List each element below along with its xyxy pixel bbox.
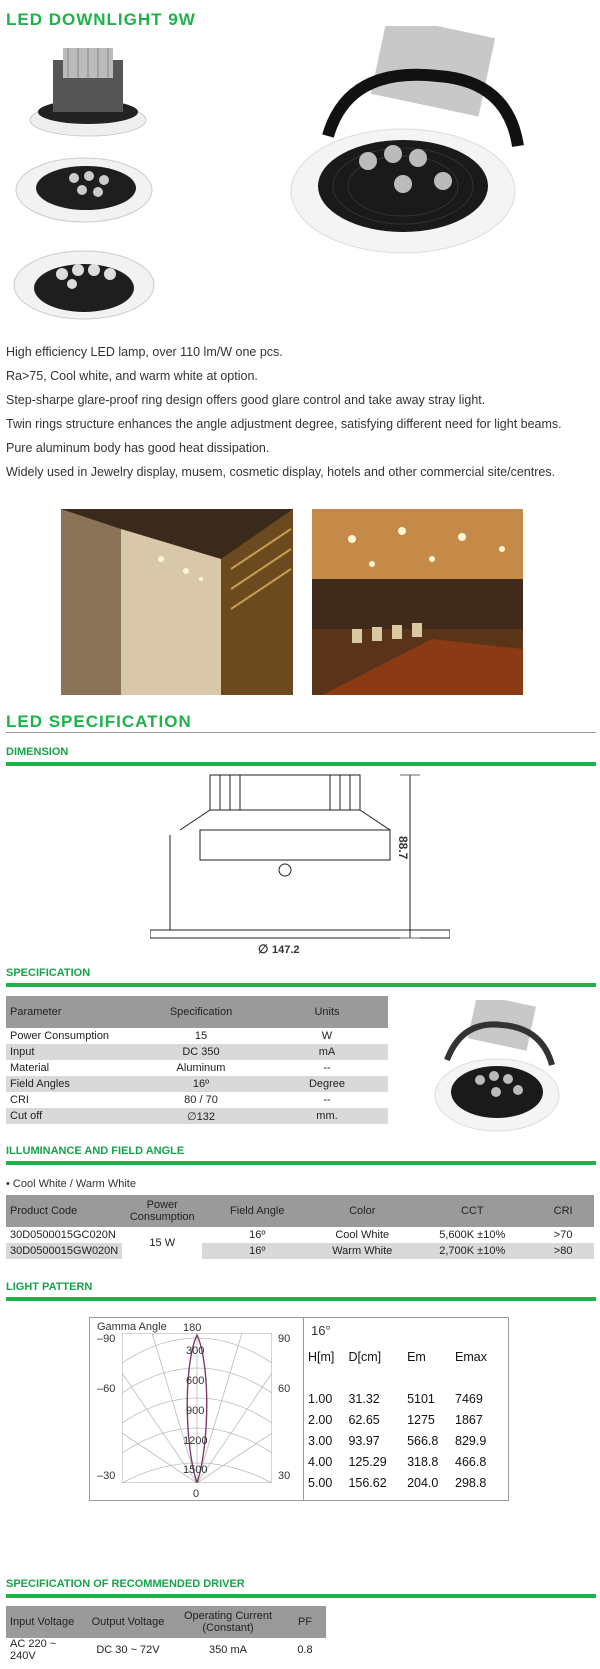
radial-label: 900 [186,1405,205,1417]
lp-cell: 5.00 [308,1475,333,1490]
ill-header-product-code: Product Code [6,1195,122,1227]
table-row [6,1044,388,1060]
angle-label-ml: –60 [97,1383,116,1395]
ill-cell: 2,700K ±10% [412,1243,532,1259]
feature-line: Pure aluminum body has good heat dissipation. [6,441,270,455]
spec-cell: -- [323,1062,331,1074]
light-pattern-divider [303,1317,304,1501]
ill-cell: 30D0500015GC020N [10,1229,116,1241]
table-row [6,1243,594,1259]
spec-cell: Material [10,1062,50,1074]
angle-label-tl: –90 [97,1333,116,1345]
green-divider [6,983,596,987]
lp-cell: 5101 [407,1391,435,1406]
driver-cell: AC 220 ~ 240V [10,1638,57,1662]
ill-cell: >80 [532,1243,594,1259]
lp-cell: 156.62 [348,1475,387,1490]
lp-cell: 93.97 [348,1433,380,1448]
ill-header-cri: CRI [532,1195,594,1227]
subsection-title-light-pattern: LIGHT PATTERN [6,1281,93,1293]
dimension-drawing [150,770,450,970]
ill-cell: 30D0500015GW020N [6,1243,122,1259]
lp-cell: 1.00 [308,1391,333,1406]
product-image-top [28,40,148,140]
spec-cell: 16º [136,1076,266,1092]
subsection-title-illuminance: ILLUMINANCE AND FIELD ANGLE [6,1145,185,1157]
table-row [308,1451,504,1472]
lp-header: H[m] [308,1350,335,1364]
radial-label: 1200 [183,1435,208,1447]
dimension-diameter: 147.2 [272,944,300,956]
feature-line: Ra>75, Cool white, and warm white at option. [6,369,258,383]
lp-header: D[cm] [348,1350,382,1364]
driver-header-pf: PF [284,1606,326,1638]
specification-table [6,996,388,1124]
spec-header-specification: Specification [136,996,266,1028]
ill-cell: 5,600K ±10% [439,1229,506,1241]
table-row [6,1092,388,1108]
lp-cell: 829.9 [455,1433,487,1448]
light-pattern-table [308,1350,504,1493]
angle-label-top: 180 [183,1322,202,1334]
dimension-height: 88.7 [396,836,410,860]
ill-cell: 16º [202,1243,312,1259]
application-photo-conference [312,509,523,695]
radial-label: 600 [186,1375,205,1387]
feature-description [6,340,594,484]
feature-line: Twin rings structure enhances the angle adjustment degree, satisfying different need for light beams. [6,417,562,431]
table-row [6,1638,326,1662]
subsection-title-driver: SPECIFICATION OF RECOMMENDED DRIVER [6,1578,245,1590]
spec-cell: mm. [266,1108,388,1124]
product-image-large [288,26,528,256]
lp-cell: 1867 [455,1412,483,1427]
spec-cell: 15 [194,1030,208,1042]
spec-header-parameter: Parameter [6,996,136,1028]
driver-cell: DC 30 ~ 72V [96,1644,160,1656]
driver-cell: 350 mA [209,1644,247,1656]
spec-cell: mA [266,1044,388,1060]
radial-label: 300 [186,1345,205,1357]
subsection-title-dimension: DIMENSION [6,746,69,758]
angle-label-tr: 90 [278,1333,291,1345]
spec-cell: Power Consumption [10,1030,110,1042]
page-title: LED DOWNLIGHT 9W [6,10,196,29]
section-title-led-specification: LED SPECIFICATION [6,712,192,731]
lp-cell: 566.8 [407,1433,439,1448]
lp-cell: 1275 [407,1412,435,1427]
product-image-spec [432,1000,562,1135]
lp-header: Em [407,1350,426,1364]
table-row [6,1060,388,1076]
spec-header-units: Units [266,996,388,1028]
spec-cell: Degree [266,1076,388,1092]
lp-cell: 204.0 [407,1475,439,1490]
ill-header-color: Color [312,1195,412,1227]
ill-cell-power: 15 W [122,1227,202,1259]
color-option-bullet: • Cool White / Warm White [6,1178,136,1190]
table-row [6,1076,388,1092]
feature-line: Widely used in Jewelry display, musem, cosmetic display, hotels and other commercial site/centres. [6,465,556,479]
lp-cell: 62.65 [348,1412,380,1427]
spec-cell: 80 / 70 [184,1094,218,1106]
green-divider [6,1297,596,1301]
diameter-symbol: ∅ [258,942,269,956]
product-image-middle [14,150,154,230]
product-image-bottom [12,248,157,323]
ill-header-power: Power Consumption [122,1195,202,1227]
spec-cell: CRI [10,1094,29,1106]
ill-cell: 16º [249,1229,266,1241]
lp-cell: 2.00 [308,1412,333,1427]
lp-cell: 466.8 [455,1454,487,1469]
divider [6,732,596,733]
ill-header-field-angle: Field Angle [202,1195,312,1227]
beam-angle: 16° [311,1323,331,1338]
angle-label-bl: –30 [97,1470,116,1482]
table-row [6,1108,388,1124]
lp-header: Emax [455,1350,487,1364]
spec-cell: -- [323,1094,331,1106]
ill-header-cct: CCT [412,1195,532,1227]
table-row [308,1388,504,1409]
spec-cell: ∅132 [136,1108,266,1124]
spec-cell: Input [6,1044,136,1060]
ill-cell: Cool White [335,1229,390,1241]
lp-cell: 125.29 [348,1454,387,1469]
green-divider [6,1161,596,1165]
table-row [308,1409,504,1430]
gamma-angle-label: Gamma Angle [97,1321,167,1333]
angle-label-br: 30 [278,1470,291,1482]
lp-cell: 3.00 [308,1433,333,1448]
feature-line: Step-sharpe glare-proof ring design offers good glare control and take away stray light. [6,393,486,407]
lp-cell: 7469 [455,1391,483,1406]
lp-cell: 318.8 [407,1454,439,1469]
green-divider [6,1594,596,1598]
table-row [308,1472,504,1493]
lp-cell: 31.32 [348,1391,380,1406]
spec-cell: Cut off [6,1108,136,1124]
driver-header-output: Output Voltage [84,1606,172,1638]
subsection-title-specification: SPECIFICATION [6,967,91,979]
driver-table [6,1606,326,1662]
illuminance-table [6,1195,594,1259]
ill-cell: Warm White [312,1243,412,1259]
green-divider [6,762,596,766]
table-row [6,1028,388,1044]
radial-label: 1500 [183,1464,208,1476]
spec-cell: Field Angles [6,1076,136,1092]
ill-cell: >70 [553,1229,573,1241]
lp-cell: 4.00 [308,1454,333,1469]
angle-label-bottom: 0 [193,1488,200,1500]
spec-cell: Aluminum [176,1062,226,1074]
feature-line: High efficiency LED lamp, over 110 lm/W one pcs. [6,345,283,359]
lp-cell: 298.8 [455,1475,487,1490]
driver-cell: 0.8 [297,1644,313,1656]
spec-cell: DC 350 [136,1044,266,1060]
driver-header-input: Input Voltage [6,1606,84,1638]
angle-label-mr: 60 [278,1383,291,1395]
driver-header-current: Operating Current (Constant) [172,1606,284,1638]
table-row [308,1430,504,1451]
application-photo-corridor [61,509,293,695]
spec-cell: W [321,1030,333,1042]
table-row [6,1227,594,1243]
